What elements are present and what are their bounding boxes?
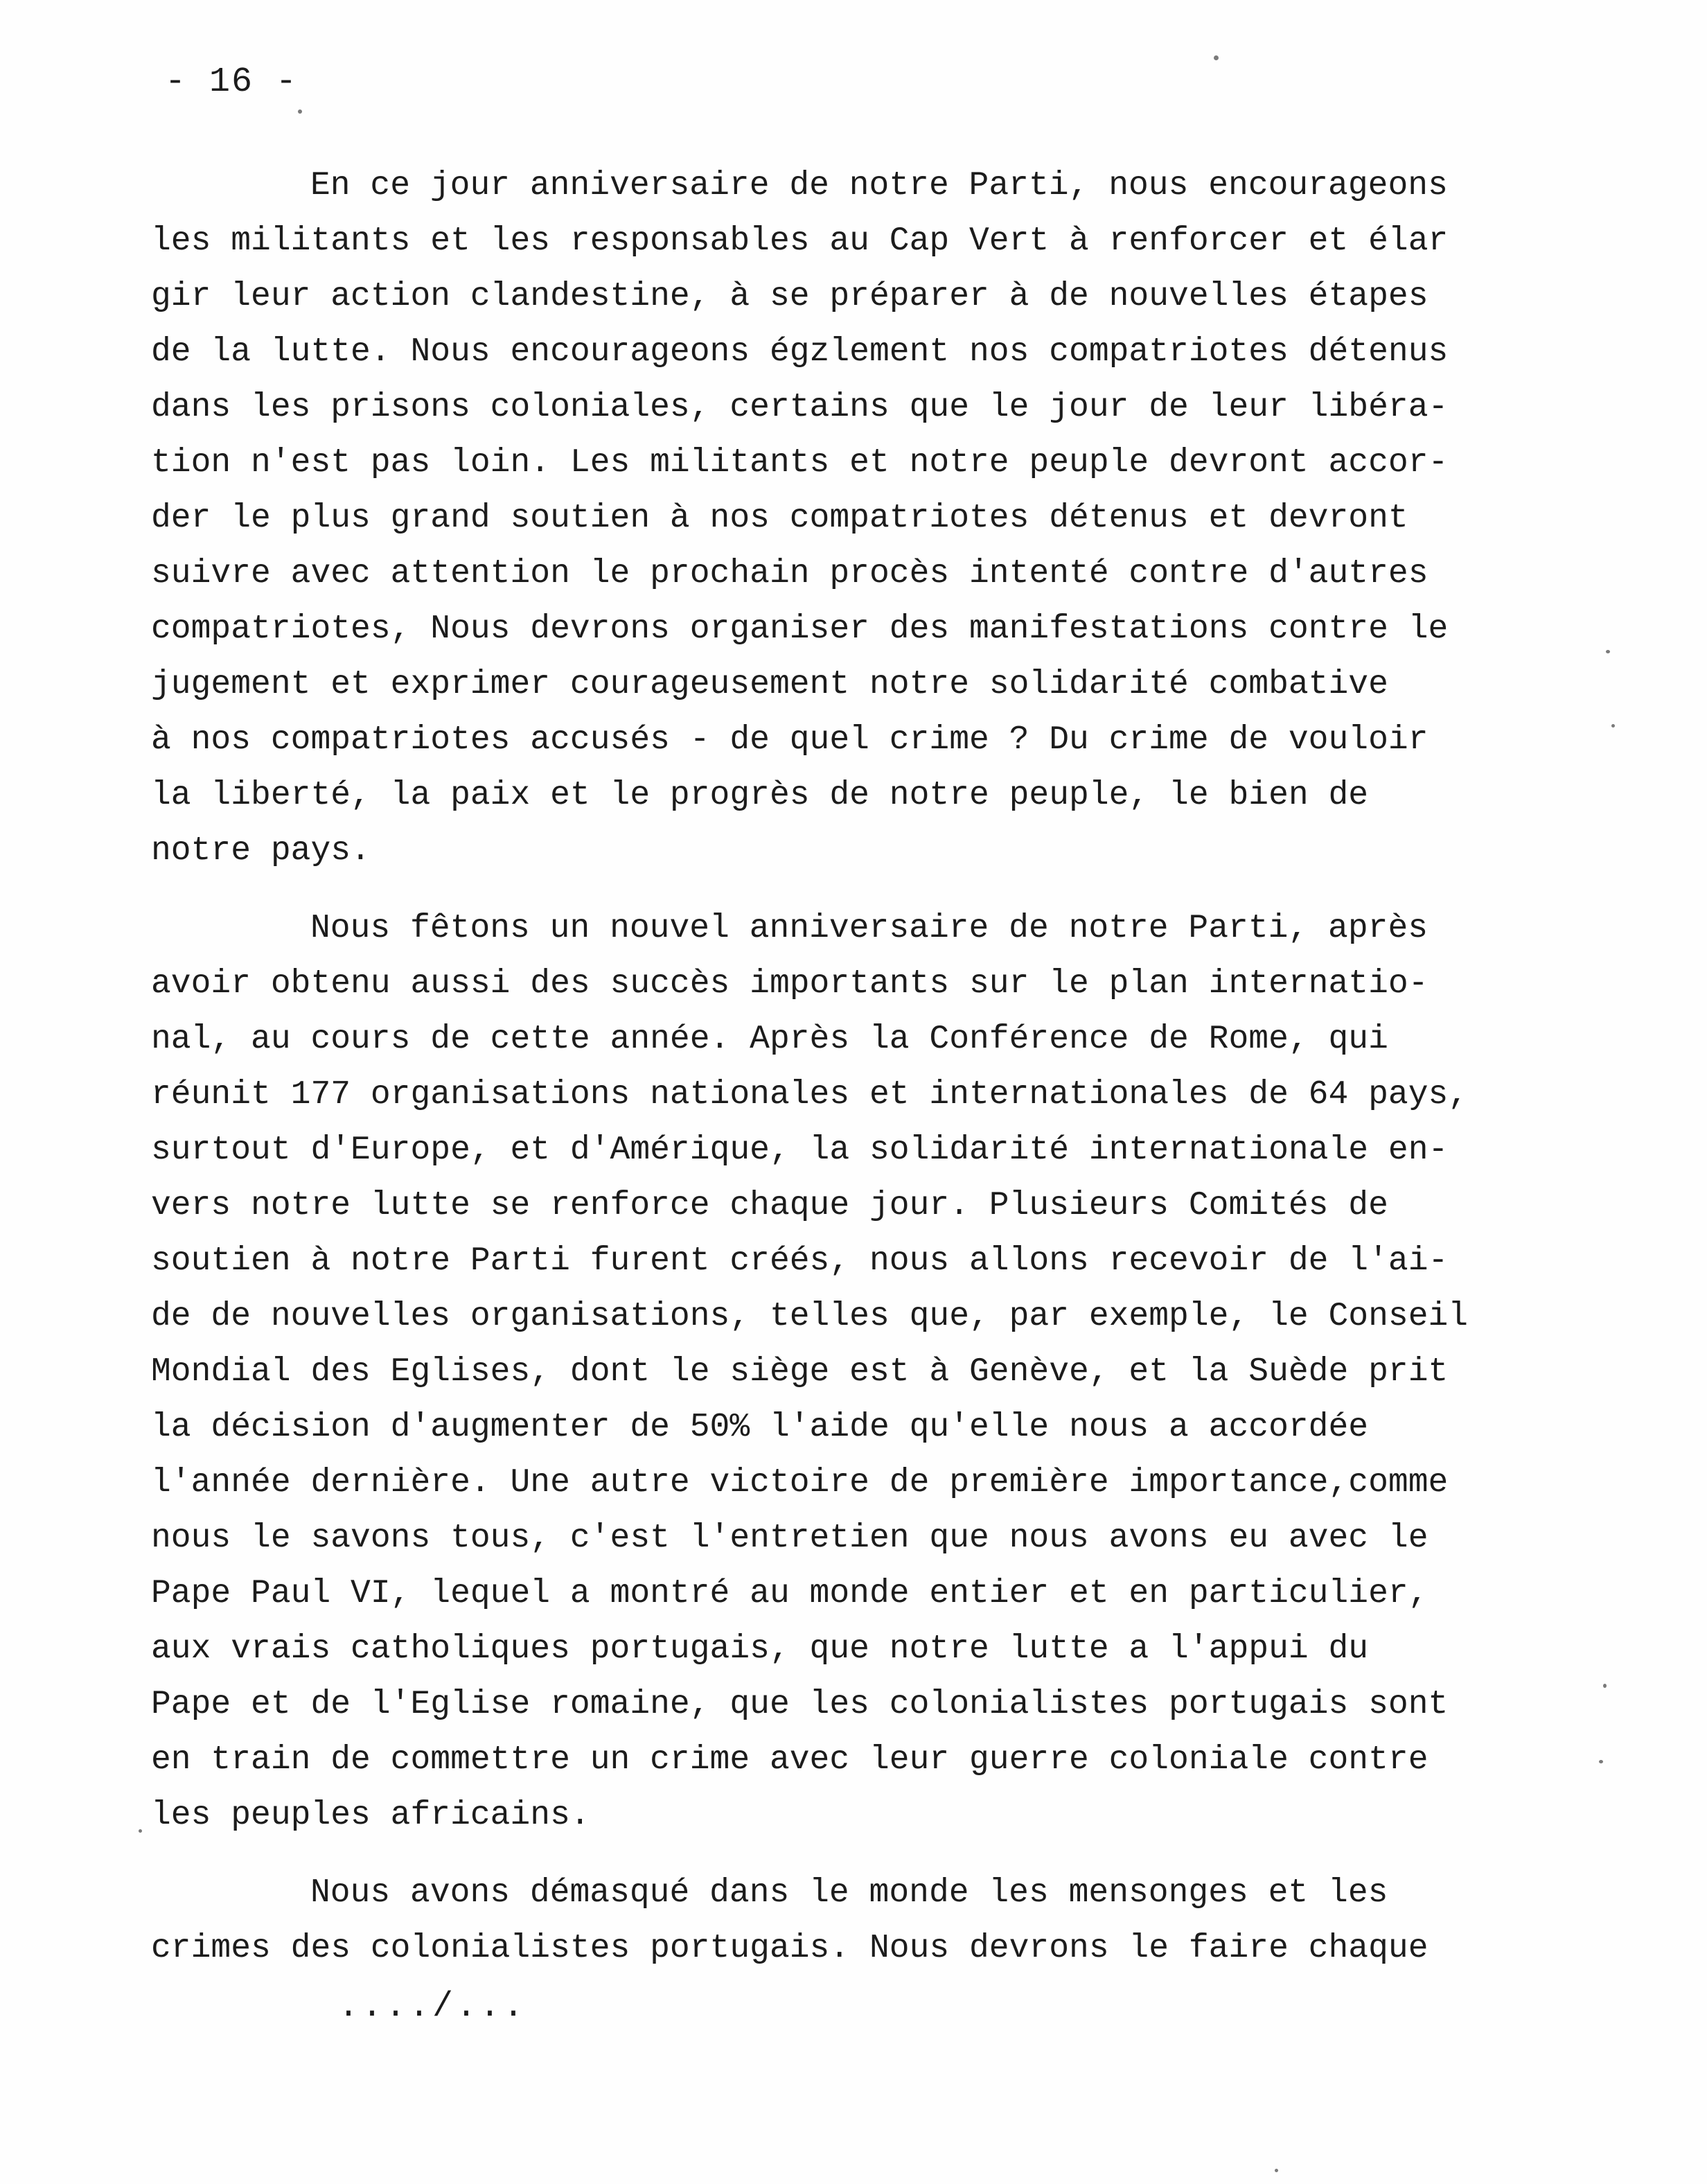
text-line: surtout d'Europe, et d'Amérique, la solidarité internationale en- bbox=[151, 1131, 1449, 1169]
text-line: l'année dernière. Une autre victoire de première importance,comme bbox=[151, 1464, 1449, 1502]
text-line: dans les prisons coloniales, certains que le jour de leur libéra- bbox=[151, 389, 1449, 426]
text-line: Nous avons démasqué dans le monde les mensonges et les bbox=[310, 1874, 1388, 1912]
text-line: réunit 177 organisations nationales et internationales de 64 pays, bbox=[151, 1076, 1469, 1113]
page-number: - 16 - bbox=[165, 62, 299, 102]
scan-speck bbox=[1603, 1684, 1607, 1688]
scan-speck bbox=[1606, 650, 1610, 653]
text-line: Mondial des Eglises, dont le siège est à Genève, et la Suède prit bbox=[151, 1353, 1449, 1391]
continuation-mark: ..../... bbox=[338, 1987, 527, 2027]
text-line: tion n'est pas loin. Les militants et notre peuple devront accor- bbox=[151, 444, 1449, 482]
scan-speck bbox=[1275, 2169, 1278, 2172]
text-line: la décision d'augmenter de 50% l'aide qu'elle nous a accordée bbox=[151, 1409, 1369, 1446]
text-line: compatriotes, Nous devrons organiser des manifestations contre le bbox=[151, 610, 1449, 648]
text-line: En ce jour anniversaire de notre Parti, nous encourageons bbox=[310, 167, 1448, 204]
text-line: de de nouvelles organisations, telles que, par exemple, le Conseil bbox=[151, 1298, 1469, 1335]
scan-speck bbox=[298, 109, 302, 114]
scan-speck bbox=[1214, 55, 1219, 60]
text-line: de la lutte. Nous encourageons égzlement nos compatriotes détenus bbox=[151, 333, 1449, 371]
text-line: vers notre lutte se renforce chaque jour. Plusieurs Comités de bbox=[151, 1187, 1388, 1224]
text-line: der le plus grand soutien à nos compatriotes détenus et devront bbox=[151, 500, 1408, 537]
text-line: les peuples africains. bbox=[151, 1797, 590, 1834]
text-line: gir leur action clandestine, à se préparer à de nouvelles étapes bbox=[151, 278, 1429, 315]
text-line: nous le savons tous, c'est l'entretien que nous avons eu avec le bbox=[151, 1520, 1429, 1557]
text-line: avoir obtenu aussi des succès importants sur le plan internatio- bbox=[151, 965, 1429, 1003]
text-line: Nous fêtons un nouvel anniversaire de notre Parti, après bbox=[310, 910, 1429, 947]
text-line: en train de commettre un crime avec leur guerre coloniale contre bbox=[151, 1741, 1429, 1779]
text-line: Pape et de l'Eglise romaine, que les colonialistes portugais sont bbox=[151, 1686, 1449, 1723]
scan-speck bbox=[139, 1829, 142, 1833]
scan-speck bbox=[1599, 1760, 1603, 1763]
text-line: la liberté, la paix et le progrès de notre peuple, le bien de bbox=[151, 777, 1369, 814]
text-line: nal, au cours de cette année. Après la Conférence de Rome, qui bbox=[151, 1021, 1388, 1058]
text-line: soutien à notre Parti furent créés, nous allons recevoir de l'ai- bbox=[151, 1242, 1449, 1280]
text-line: les militants et les responsables au Cap Vert à renforcer et élar bbox=[151, 222, 1449, 260]
text-line: Pape Paul VI, lequel a montré au monde entier et en particulier, bbox=[151, 1575, 1429, 1612]
text-line: jugement et exprimer courageusement notre solidarité combative bbox=[151, 666, 1388, 703]
text-line: à nos compatriotes accusés - de quel crime ? Du crime de vouloir bbox=[151, 721, 1429, 759]
text-line: suivre avec attention le prochain procès intenté contre d'autres bbox=[151, 555, 1429, 592]
text-line: notre pays. bbox=[151, 832, 371, 870]
text-line: aux vrais catholiques portugais, que notre lutte a l'appui du bbox=[151, 1630, 1369, 1668]
scan-speck bbox=[1611, 724, 1615, 728]
text-line: crimes des colonialistes portugais. Nous devrons le faire chaque bbox=[151, 1930, 1429, 1967]
